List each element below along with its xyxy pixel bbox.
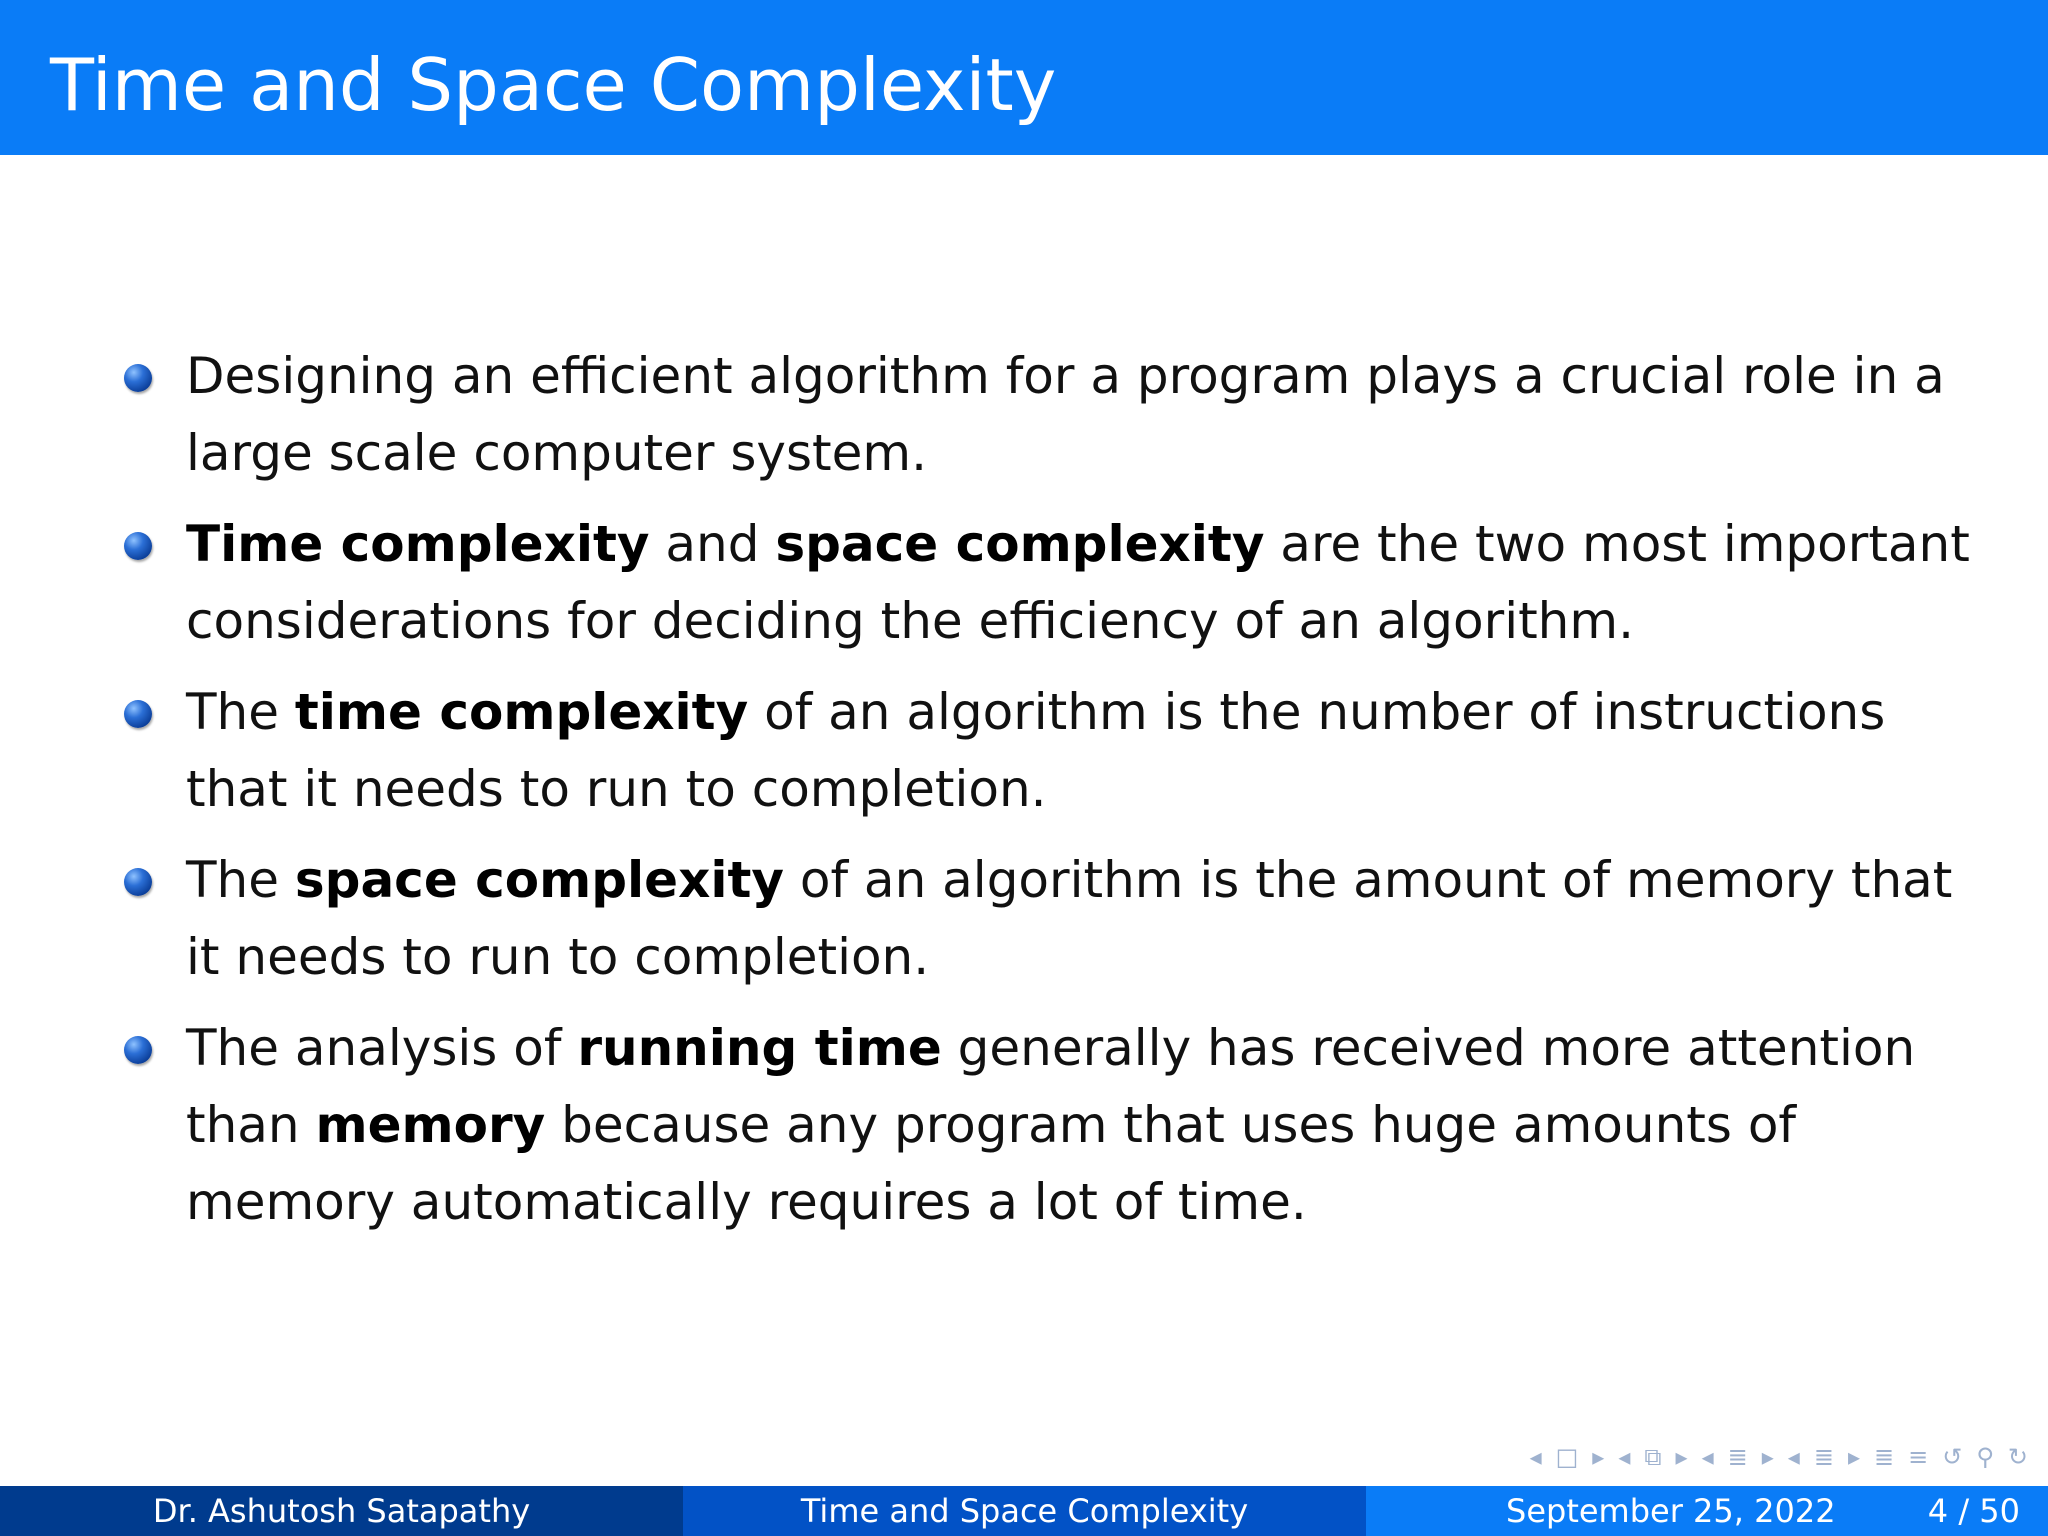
footer-author: Dr. Ashutosh Satapathy bbox=[152, 1492, 531, 1530]
bullet-text bbox=[186, 683, 1885, 818]
bullet-bold-term: memory bbox=[315, 1096, 546, 1154]
bullet-item bbox=[120, 1010, 2000, 1241]
footer-title-cell bbox=[683, 1486, 1366, 1536]
footer-right-cell bbox=[1366, 1486, 2048, 1536]
slide-title: Time and Space Complexity bbox=[50, 43, 1057, 127]
bullet-text-segment: The analysis of bbox=[186, 1019, 578, 1077]
nav-section-icon[interactable]: ≣ bbox=[1813, 1443, 1834, 1471]
nav-next-subsection-icon[interactable]: ▸ bbox=[1761, 1443, 1774, 1471]
bullet-text-segment: and bbox=[649, 515, 776, 573]
bullet-ball-icon bbox=[124, 1036, 152, 1064]
bullet-item bbox=[120, 842, 2000, 996]
bullet-text bbox=[186, 515, 1970, 650]
bullet-text-segment: Designing an efficient algorithm for a program plays a crucial role in a large scale computer system. bbox=[186, 347, 1945, 482]
bullet-bold-term: space complexity bbox=[775, 515, 1265, 573]
bullet-ball-icon bbox=[124, 700, 152, 728]
nav-next-section-icon[interactable]: ▸ bbox=[1847, 1443, 1860, 1471]
footer-title: Time and Space Complexity bbox=[800, 1492, 1249, 1530]
nav-subsection-icon[interactable]: ≣ bbox=[1727, 1443, 1748, 1471]
bullet-text-segment: generally has received more attention than bbox=[186, 1019, 1916, 1154]
nav-appendix-icon[interactable]: ≡ bbox=[1908, 1443, 1929, 1471]
nav-prev-slide-icon[interactable]: ◂ bbox=[1529, 1443, 1542, 1471]
bullet-item bbox=[120, 338, 2000, 492]
nav-prev-section-icon[interactable]: ◂ bbox=[1787, 1443, 1800, 1471]
bullet-text-segment: The bbox=[186, 851, 295, 909]
bullet-text-segment: The bbox=[186, 683, 295, 741]
footer-page-number: 4 / 50 bbox=[1927, 1492, 2020, 1530]
bullet-ball-icon bbox=[124, 532, 152, 560]
bullet-text bbox=[186, 347, 1945, 482]
bullet-text-segment: are the two most important considerations for deciding the efficiency of an algorithm. bbox=[186, 515, 1970, 650]
footer-author-cell bbox=[0, 1486, 683, 1536]
bullet-text-segment: because any program that uses huge amounts of memory automatically requires a lot of time. bbox=[186, 1096, 1797, 1231]
nav-document-icon[interactable]: ≣ bbox=[1873, 1443, 1895, 1471]
nav-forward-icon[interactable]: ↻ bbox=[2007, 1443, 2028, 1471]
nav-next-frame-icon[interactable]: ▸ bbox=[1675, 1443, 1688, 1471]
bullet-text bbox=[186, 851, 1952, 986]
bullet-bold-term: time complexity bbox=[294, 683, 749, 741]
bullet-text-segment: of an algorithm is the amount of memory that it needs to run to completion. bbox=[186, 851, 1953, 986]
bullet-text bbox=[186, 1019, 1915, 1231]
bullet-bold-term: running time bbox=[577, 1019, 942, 1077]
bullet-bold-term: space complexity bbox=[294, 851, 784, 909]
nav-frame-icon[interactable]: ⧉ bbox=[1644, 1443, 1662, 1471]
nav-search-icon[interactable]: ⚲ bbox=[1976, 1443, 1994, 1471]
nav-next-slide-icon[interactable]: ▸ bbox=[1592, 1443, 1605, 1471]
nav-prev-subsection-icon[interactable]: ◂ bbox=[1701, 1443, 1714, 1471]
bullet-item bbox=[120, 674, 2000, 828]
nav-prev-frame-icon[interactable]: ◂ bbox=[1618, 1443, 1631, 1471]
footer bbox=[0, 1486, 2048, 1536]
beamer-navigation-bar bbox=[1530, 1440, 2028, 1474]
bullet-item bbox=[120, 506, 2000, 660]
bullet-text-segment: of an algorithm is the number of instructions that it needs to run to completion. bbox=[186, 683, 1886, 818]
bullet-ball-icon bbox=[124, 868, 152, 896]
bullet-ball-icon bbox=[124, 364, 152, 392]
title-bar bbox=[0, 0, 2048, 155]
nav-back-icon[interactable]: ↺ bbox=[1942, 1443, 1963, 1471]
footer-date: September 25, 2022 bbox=[1506, 1492, 1836, 1530]
bullet-list bbox=[120, 338, 2000, 1255]
nav-slide-icon[interactable]: □ bbox=[1555, 1443, 1579, 1471]
bullet-bold-term: Time complexity bbox=[186, 515, 650, 573]
